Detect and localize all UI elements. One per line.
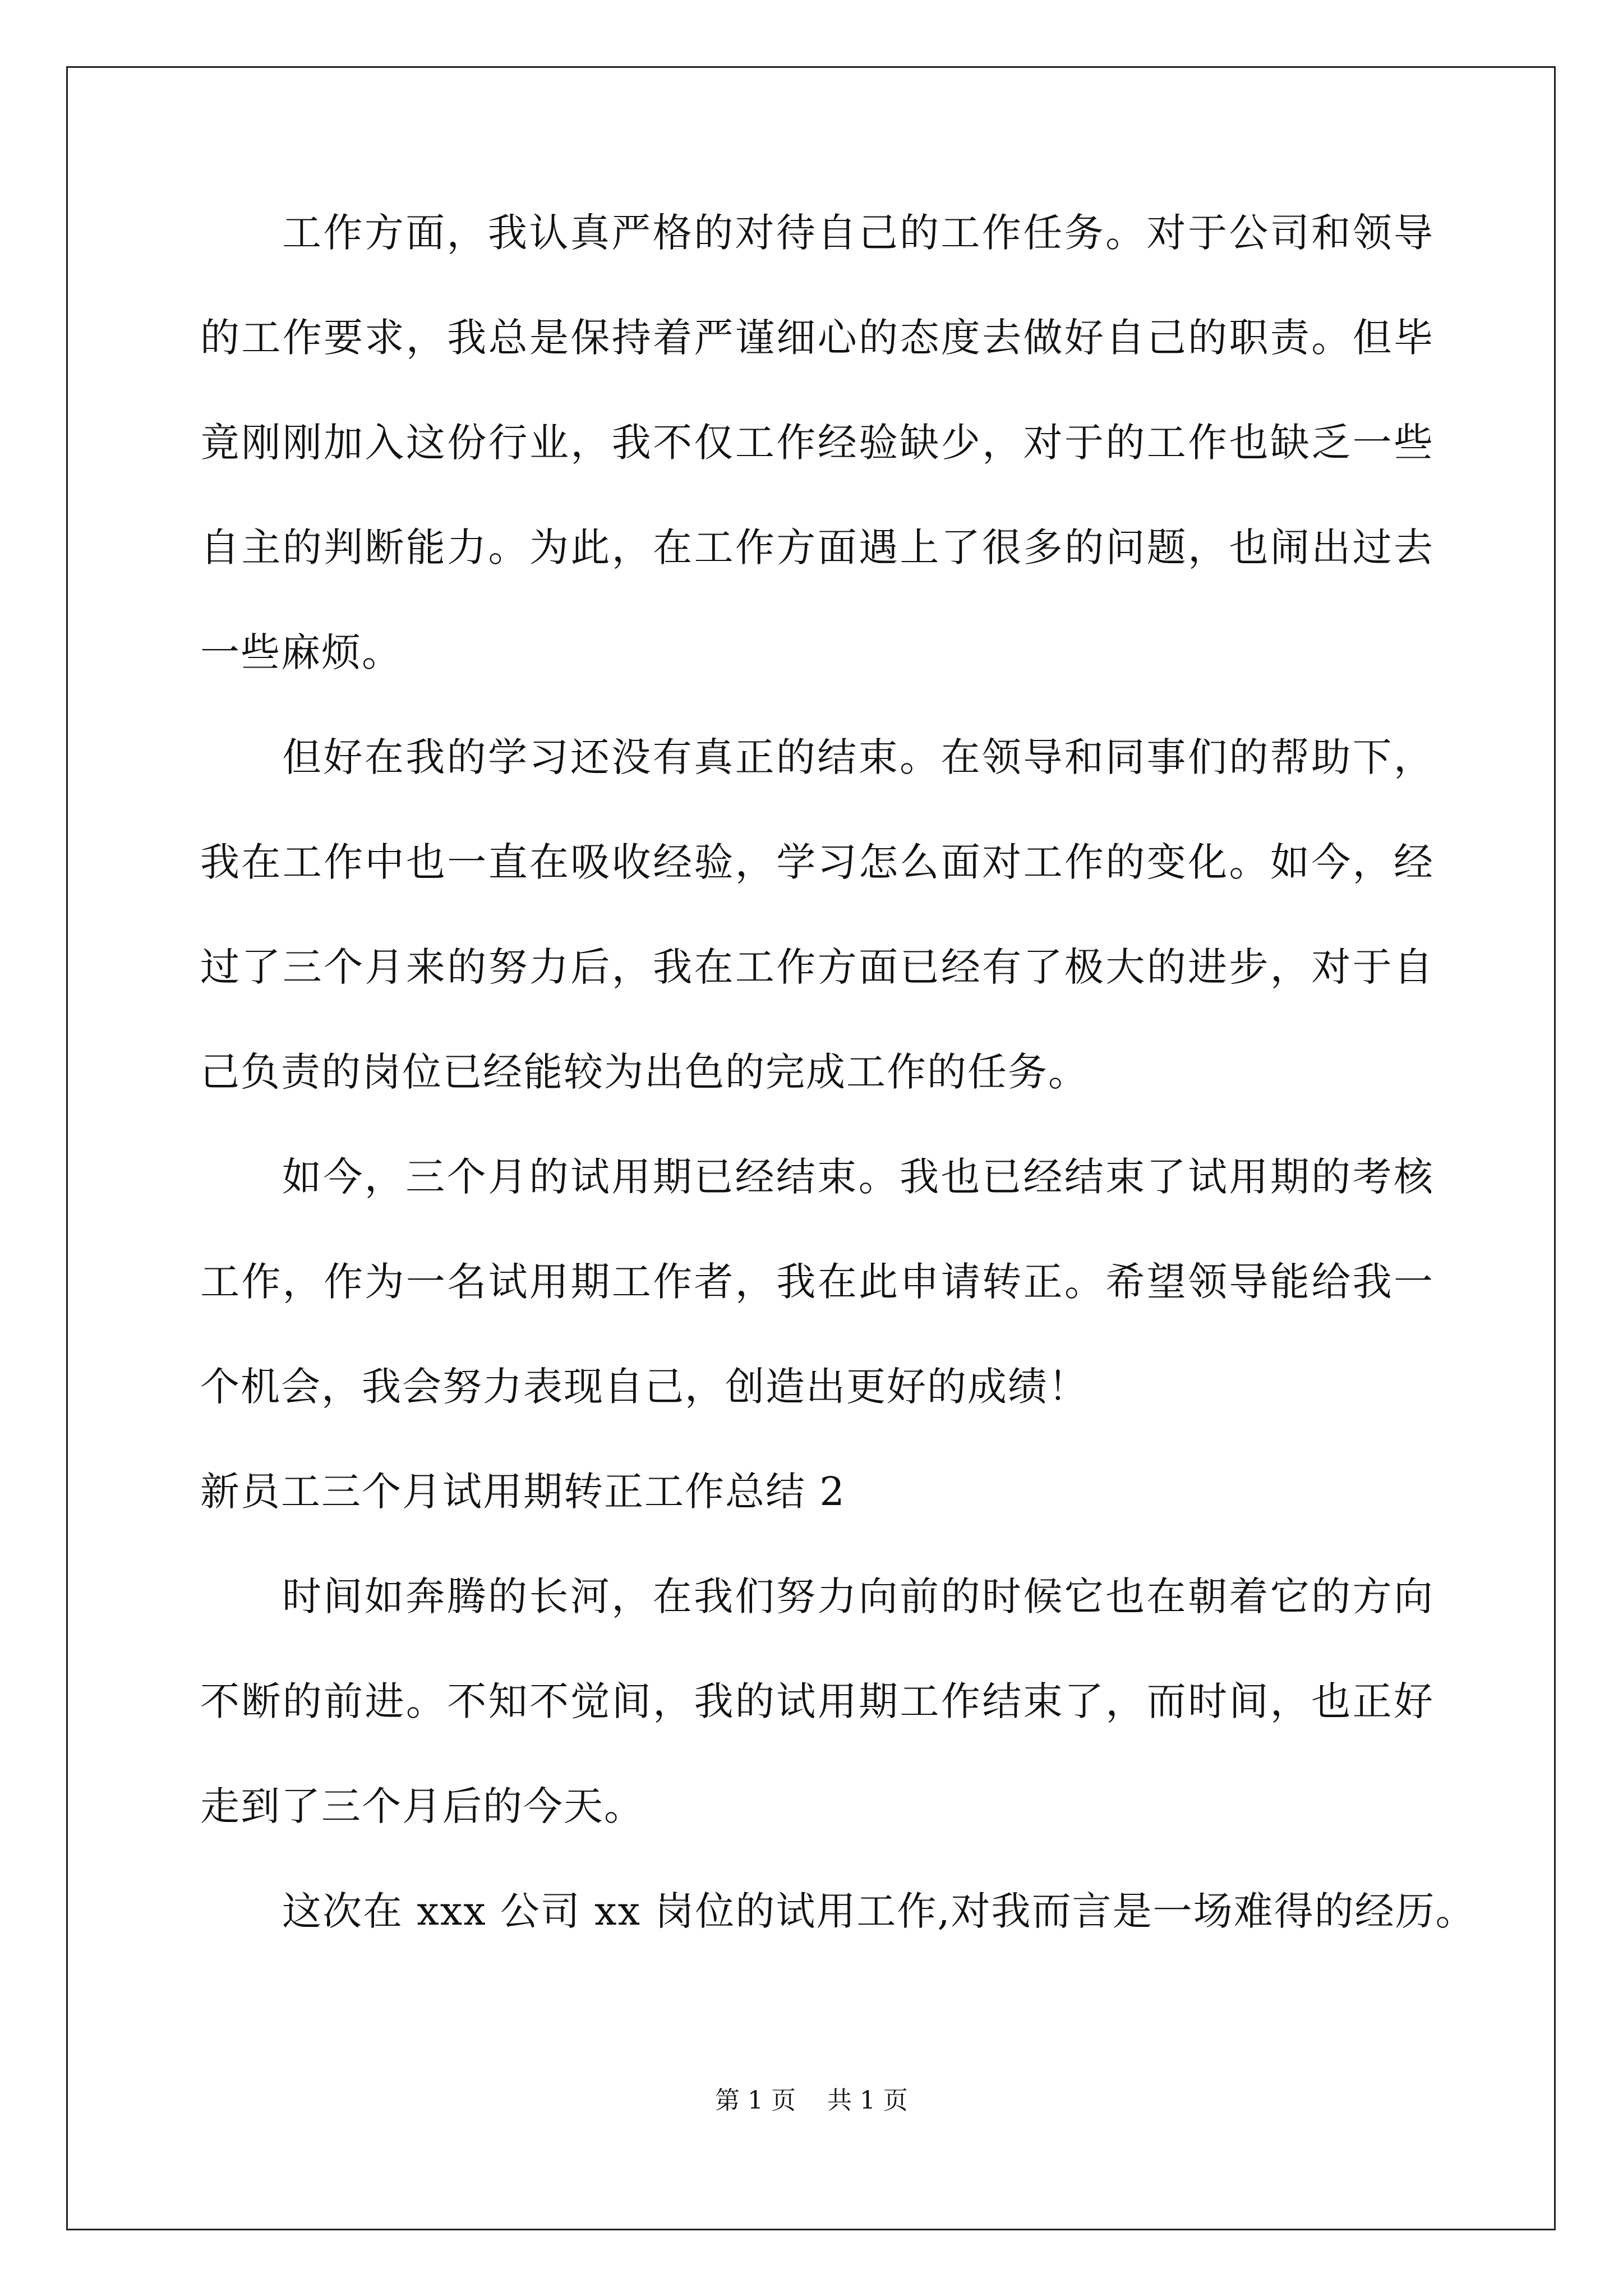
paragraph-2-line-4: 己负责的岗位已经能较为出色的完成工作的任务。 (200, 1049, 1089, 1095)
paragraph-3-line-1: 如今，三个月的试用期已经结束。我也已经结束了试用期的考核 (282, 1154, 1434, 1200)
paragraph-3-line-3: 个机会，我会努力表现自己，创造出更好的成绩！ (200, 1364, 1089, 1410)
section-2-paragraph-1-line-3: 走到了三个月后的今天。 (200, 1783, 644, 1829)
paragraph-1-line-4: 自主的判断能力。为此，在工作方面遇上了很多的问题，也闹出过去 (200, 524, 1434, 570)
paragraph-1-line-3: 竟刚刚加入这份行业，我不仅工作经验缺少，对于的工作也缺乏一些 (200, 420, 1434, 466)
section-2-paragraph-2-line-1: 这次在 xxx 公司 xx 岗位的试用工作,对我而言是一场难得的经历。 (282, 1888, 1476, 1934)
section-title: 新员工三个月试用期转正工作总结 2 (200, 1469, 846, 1515)
paragraph-2-line-3: 过了三个月来的努力后，我在工作方面已经有了极大的进步，对于自 (200, 944, 1434, 990)
paragraph-1-line-1: 工作方面，我认真严格的对待自己的工作任务。对于公司和领导 (282, 210, 1434, 256)
section-2-paragraph-1-line-2: 不断的前进。不知不觉间，我的试用期工作结束了，而时间，也正好 (200, 1678, 1434, 1724)
paragraph-1-line-2: 的工作要求，我总是保持着严谨细心的态度去做好自己的职责。但毕 (200, 315, 1434, 361)
paragraph-1-line-5: 一些麻烦。 (200, 629, 402, 675)
paragraph-2-line-2: 我在工作中也一直在吸收经验，学习怎么面对工作的变化。如今，经 (200, 839, 1434, 885)
paragraph-3-line-2: 工作，作为一名试用期工作者，我在此申请转正。希望领导能给我一 (200, 1259, 1434, 1305)
section-2-paragraph-1-line-1: 时间如奔腾的长河，在我们努力向前的时候它也在朝着它的方向 (282, 1573, 1434, 1619)
page-number-footer: 第 1 页 共 1 页 (715, 2086, 908, 2115)
paragraph-2-line-1: 但好在我的学习还没有真正的结束。在领导和同事们的帮助下， (282, 734, 1434, 780)
